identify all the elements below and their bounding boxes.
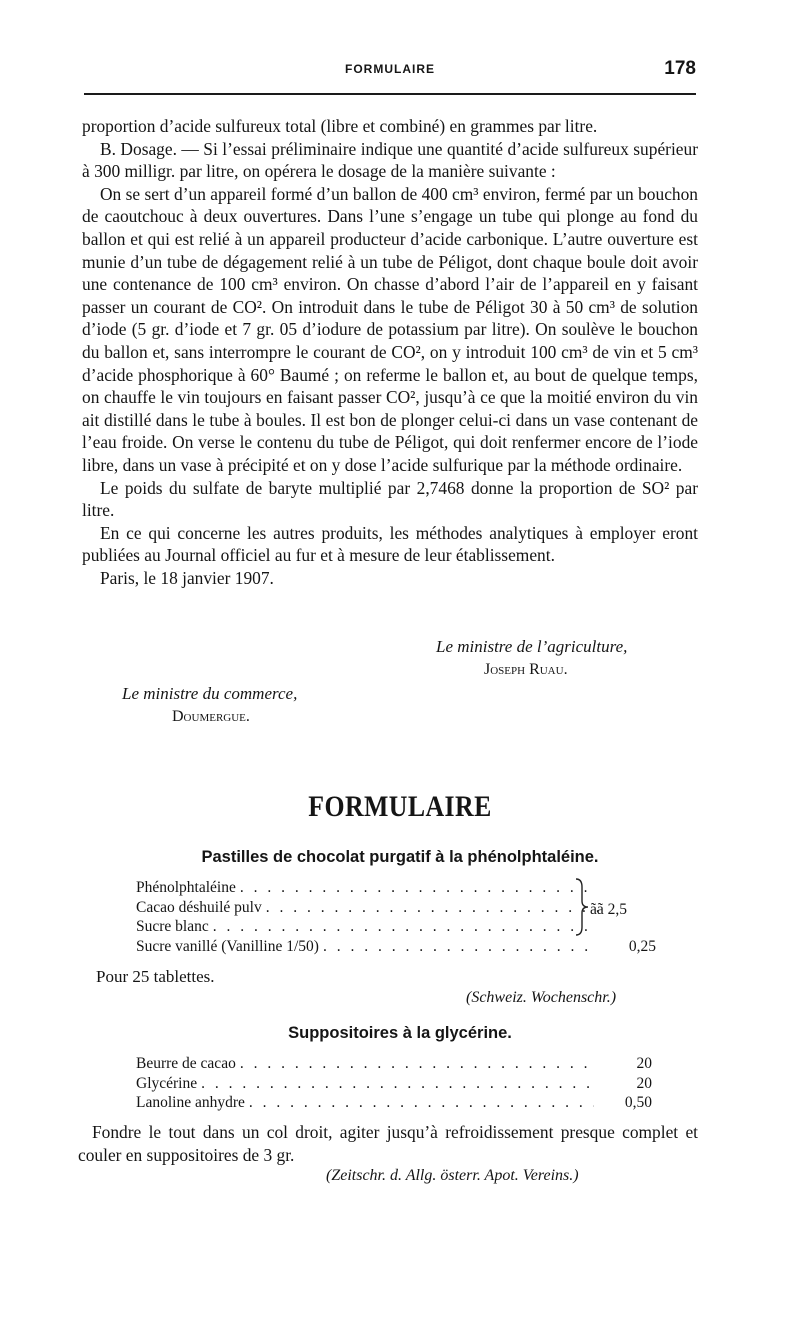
paragraph: proportion d’acide sulfureux total (libre et combiné) en grammes par litre. [82,116,598,136]
page-number: 178 [664,58,696,79]
recipe-instructions [78,1121,698,1166]
signature-name: Joseph Ruau. [484,661,568,678]
dot-leader [323,938,598,956]
ingredient-quantity: 20 [636,1055,652,1072]
signature-title: Le ministre du commerce, [122,684,298,703]
paragraph: On se sert d’un appareil formé d’un ballon de 400 cm³ environ, fermé par un bouchon de caoutchouc à deux ouvertures. Dans l’une s’engage un tube qui plonge au fond du ballon et qui est relié à un appareil producteur d’acide carbonique. L’autre ouverture est munie d’un tube de dégagement relié à un tube de Péligot, dont chaque boule doit avoir une contenance de 100 cm³ environ. On chasse d’abord l’air de l’appareil en y faisant passer un courant de CO². On introduit dans le tube de Péligot 30 à 50 cm³ de solution d’iode (5 gr. d’iode et 7 gr. 05 d’iodure de potassium par litre). On soulève le bouchon du ballon et, sans interrompre le courant de CO², on y introduit 100 cm³ de vin et 5 cm³ d’acide phosphorique à 60° Baumé ; on referme le ballon et, au bout de quelque temps, on chauffe le vin toujours en faisant passer CO², jusqu’à ce que la moitié environ du vin ait distillé dans le tube à boules. Il est bon de plonger celui-ci dans un vase contenant de l’eau froide. On verse le contenu du tube de Péligot, qui doit renfermer encore de l’iode libre, dans un vase à précipité et on y dose l’acide sulfurique par la méthode ordinaire. [82,183,698,475]
section-title: FORMULAIRE [308,790,492,823]
ingredient-row [136,938,656,958]
paragraph: En ce qui concerne les autres produits, les méthodes analytiques à employer eront publiées au Journal officiel au fur et à mesure de leur établissement. [82,522,698,566]
dot-leader [240,879,598,897]
dot-leader [240,1055,594,1073]
body-text [82,115,698,589]
recipe-yield: Pour 25 tablettes. [96,967,215,986]
ingredient-row [136,1094,652,1114]
page-header [84,58,696,88]
ingredient-quantity: 20 [636,1074,652,1092]
dot-leader [249,1094,594,1112]
ingredient-name: Sucre vanillé (Vanilline 1/50) [136,937,319,955]
ingredient-name: Beurre de cacao [136,1055,236,1072]
group-quantity: ãã 2,5 [590,901,628,918]
signature-agriculture [436,637,627,679]
dot-leader [266,899,598,917]
ingredient-list [136,1055,652,1114]
recipe-title: Suppositoires à la glycérine. [288,1024,512,1042]
ingredient-name: Glycérine [136,1074,198,1092]
signature-title: Le ministre de l’agriculture, [436,637,628,656]
recipe-source: (Schweiz. Wochenschr.) [466,989,617,1006]
recipe-title: Pastilles de chocolat purgatif à la phénolphtaléine. [201,848,599,866]
header-rule [84,93,696,95]
ingredient-row [136,1075,652,1095]
instructions-text: Fondre le tout dans un col droit, agiter jusqu’à refroidissement presque complet et couler en suppositoires de 3 gr. [78,1122,698,1165]
signature-name: Doumergue. [172,708,250,725]
right-brace-icon [573,877,591,937]
ingredient-row [136,1055,652,1075]
ingredient-name: Lanoline anhydre [136,1094,245,1112]
dot-leader [201,1075,594,1093]
ingredient-quantity: 0,25 [628,937,656,955]
ingredient-name: Sucre blanc [136,918,209,936]
ingredient-name: Phénolphtaléine [136,879,236,896]
running-title: FORMULAIRE [345,62,435,76]
recipe-source: (Zeitschr. d. Allg. österr. Apot. Vereins.) [326,1167,579,1184]
paragraph: B. Dosage. — Si l’essai préliminaire indique une quantité d’acide sulfureux supérieur à 300 milligr. par litre, on opérera le dosage de la manière suivante : [82,138,698,182]
dot-leader [213,918,598,936]
dateline: Paris, le 18 janvier 1907. [100,567,274,588]
paragraph: Le poids du sulfate de baryte multiplié par 2,7468 donne la proportion de SO² par litre. [82,477,698,521]
ingredient-name: Cacao déshuilé pulv [136,898,262,916]
ingredient-quantity: 0,50 [624,1094,652,1112]
signature-commerce [122,684,297,726]
